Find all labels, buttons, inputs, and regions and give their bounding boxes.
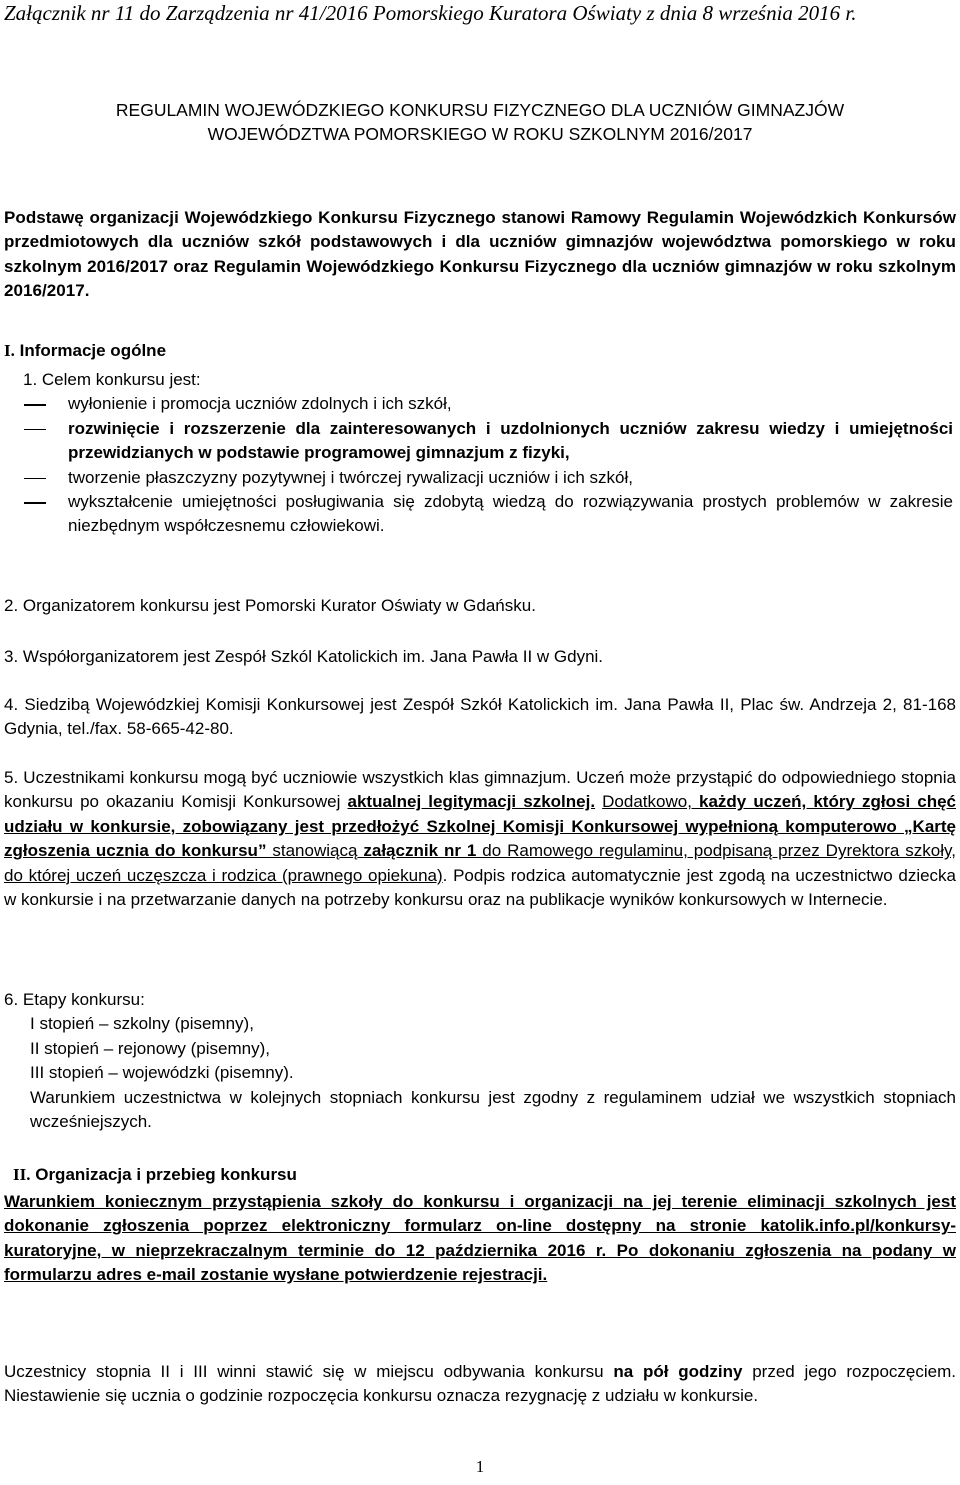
item-5-consent: . Podpis rodzica automatycznie jest zgodą na uczestnictwo dziecka w konkursie i na przetwarzanie danych na potrzeby konkursu oraz na publikacje wyników konkursowych w Internecie. <box>4 865 957 910</box>
attachment-header: Załącznik nr 11 do Zarządzenia nr 41/2016 Pomorskiego Kuratora Oświaty z dnia 8 września 2016 r. <box>4 1 857 25</box>
stage-note: Warunkiem uczestnictwa w kolejnych stopniach konkursu jest zgodny z regulaminem udział we wszystkich stopniach wcześniejszych. <box>30 1087 956 1132</box>
stage-item: II stopień – rejonowy (pisemny), <box>30 1038 270 1058</box>
item-3: 3. Współorganizatorem jest Zespół Szkól Katolickich im. Jana Pawła II w Gdyni. <box>4 647 604 666</box>
stage-item: III stopień – wojewódzki (pisemny). <box>30 1063 294 1083</box>
attendance-text: Uczestnicy stopnia II i III winni stawić się w miejscu odbywania konkursu <box>4 1362 614 1381</box>
goal-item <box>23 392 953 416</box>
item-2: 2. Organizatorem konkursu jest Pomorski Kurator Oświaty w Gdańsku. <box>4 596 536 615</box>
item-4: 4. Siedzibą Wojewódzkiej Komisji Konkursowej jest Zespół Szkół Katolickich im. Jana Pawła II, Plac św. Andrzeja 2, 81-168 Gdynia, tel./fax. 58-665-42-80. <box>4 695 956 739</box>
item-5-constituting: stanowiącą <box>266 841 364 861</box>
goal-item <box>23 417 953 466</box>
item-1-lead: 1. Celem konkursu jest: <box>23 370 201 389</box>
registration-condition: Warunkiem koniecznym przystąpienia szkoły do konkursu i organizacji na jej terenie eliminacji szkolnych jest dokonanie zgłoszenia poprzez elektroniczny formularz on-line dostępny na stronie katolik.info.pl/konkursy-kuratoryjne, w nieprzekraczalnym terminie do 12 października 2016 r. Po dokonaniu zgłoszenia na podany w formularzu adres e-mail zostanie wysłane potwierdzenie rejestracji. <box>4 1192 956 1285</box>
goal-text: rozwinięcie i rozszerzenie dla zainteresowanych i uzdolnionych uczniów zakresu wiedzy i umiejętności przewidzianych w podstawie programowej gimnazjum z fizyki, <box>68 418 953 463</box>
goal-text: wykształcenie umiejętności posługiwania się zdobytą wiedzą do rozwiązywania prostych problemów w zakresie niezbędnym współczesnemu człowiekowi. <box>68 492 953 536</box>
section-1-title: Informacje ogólne <box>19 341 167 360</box>
item-6-lead: 6. Etapy konkursu: <box>4 990 145 1009</box>
page-number: 1 <box>475 1457 485 1476</box>
item-5-additionally: Dodatkowo, <box>602 792 700 812</box>
attendance-paragraph <box>4 1360 956 1409</box>
stage-item: I stopień – szkolny (pisemny), <box>30 1014 254 1034</box>
goal-text: wyłonienie i promocja uczniów zdolnych i ich szkół, <box>68 394 452 414</box>
item-5 <box>4 766 956 912</box>
section-2-heading <box>4 1163 956 1187</box>
goal-item <box>23 490 953 539</box>
goals-list <box>23 392 953 538</box>
item-5-attachment: załącznik nr 1 <box>363 841 477 861</box>
item-5-number: 5. <box>4 768 19 787</box>
attendance-text-2: przed jego rozpoczęciem. Niestawienie się ucznia o godzinie rozpoczęcia konkursu oznacza rezygnację z udziału w konkursie. <box>4 1362 956 1406</box>
item-5-signed-by: do Ramowego regulaminu, podpisaną przez Dyrektora szkoły, do której uczeń uczęszcza i rodzica (prawnego opiekuna) <box>4 841 956 885</box>
item-5-text: Uczestnikami konkursu mogą być uczniowie wszystkich klas gimnazjum. Uczeń może przystąpić do odpowiedniego stopnia konkursu po okazaniu Komisji Konkursowej <box>4 768 956 812</box>
section-2-title: Organizacja i przebieg konkursu <box>35 1165 297 1184</box>
intro-paragraph: Podstawę organizacji Wojewódzkiego Konkursu Fizycznego stanowi Ramowy Regulamin Wojewódzkich Konkursów przedmiotowych dla uczniów szkół podstawowych i dla uczniów gimnazjów województwa pomorskiego w roku szkolnym 2016/2017 oraz Regulamin Wojewódzkiego Konkursu Fizycznego dla uczniów gimnazjów w roku szkolnym 2016/2017. <box>4 208 956 301</box>
item-6 <box>4 988 956 1134</box>
item-5-legitimation: aktualnej legitymacji szkolnej. <box>347 792 596 812</box>
section-1-heading <box>4 339 956 363</box>
title-line-2: WOJEWÓDZTWA POMORSKIEGO W ROKU SZKOLNYM 2016/2017 <box>207 124 753 144</box>
goal-item <box>23 466 953 490</box>
title-line-1: REGULAMIN WOJEWÓDZKIEGO KONKURSU FIZYCZNEGO DLA UCZNIÓW GIMNAZJÓW <box>115 100 845 120</box>
document-title <box>0 98 960 146</box>
item-5-registration-card: każdy uczeń, który zgłosi chęć udziału w konkursie, zobowiązany jest przedłożyć Szkolnej Komisji Konkursowej wypełnioną komputerowo „Kartę zgłoszenia ucznia do konkursu” <box>4 792 957 861</box>
item-1 <box>23 368 953 539</box>
attendance-time: na pół godziny <box>613 1362 743 1381</box>
section-1-number: I. <box>4 341 15 360</box>
section-2-number: II. <box>13 1165 31 1184</box>
goal-text: tworzenie płaszczyzny pozytywnej i twórczej rywalizacji uczniów i ich szkół, <box>68 467 633 487</box>
